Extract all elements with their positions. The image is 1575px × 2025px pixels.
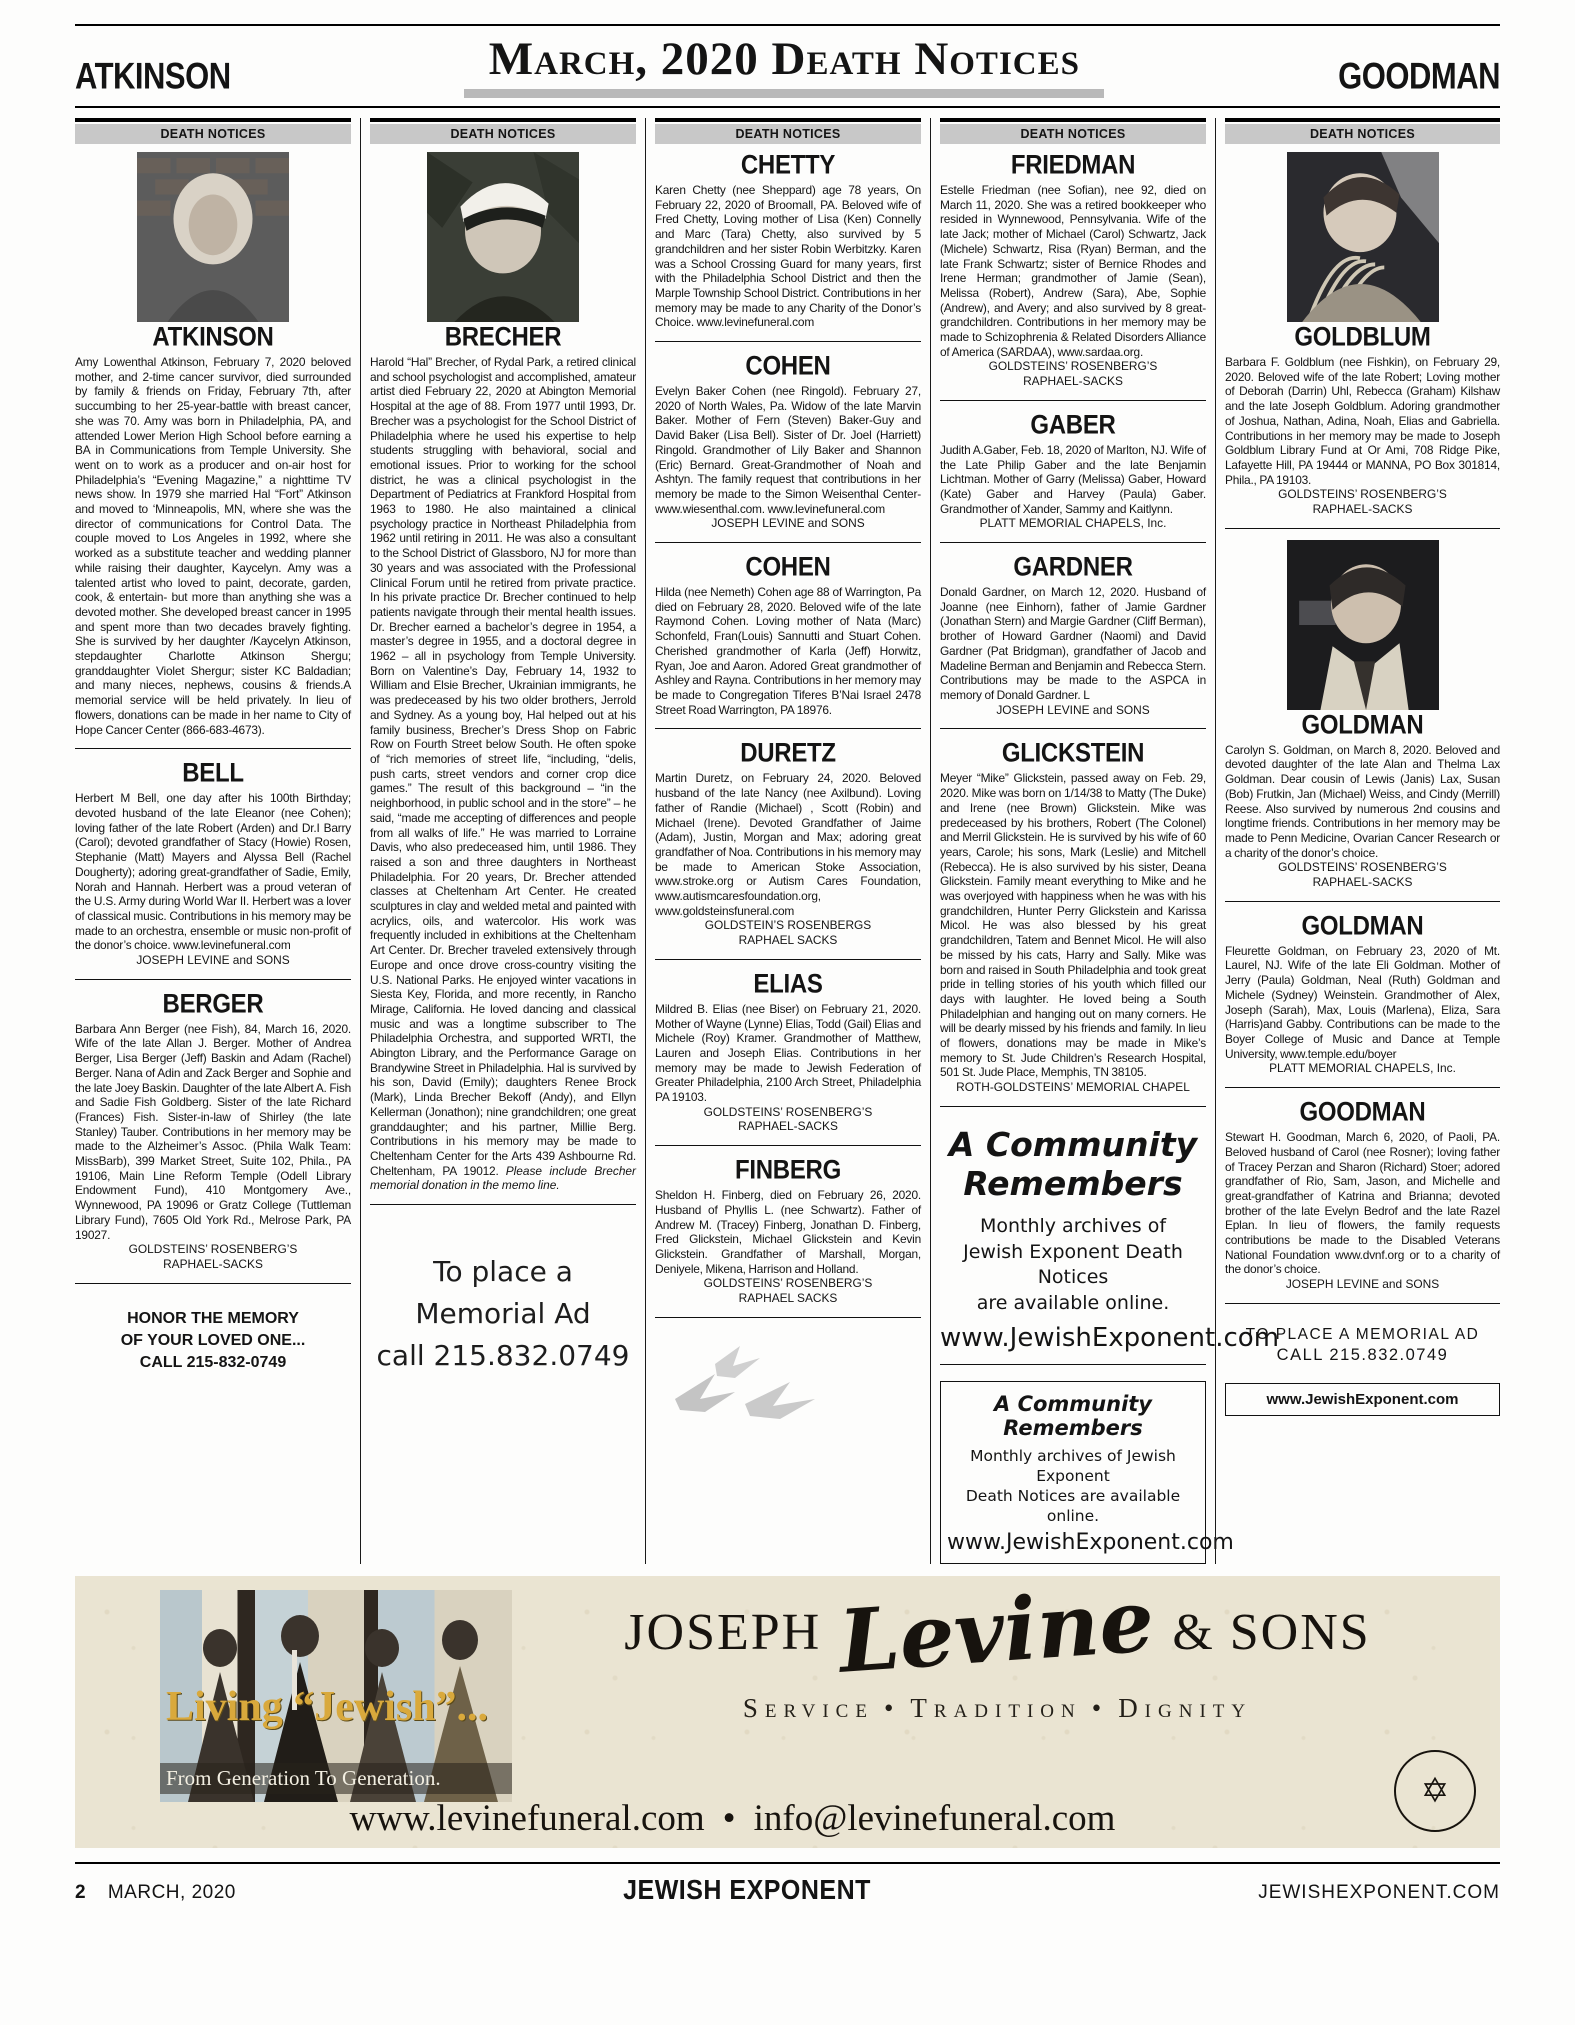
obituary-text: Carolyn S. Goldman, on March 8, 2020. Beloved and devoted daughter of the late Alan and Thelma Lax Goldman. Dear cousin of Lewis (Janis) Lax, Susan (Bob) Frutkin, Jan (Michael) Weiss, and Cindy (Merrill) Reese. Also survived by numerous 2nd cousins and longtime friends. Contributions in her memory may be made to Penn Medicine, Ovarian Cancer Research or a charity of the donor’s choice.	[1225, 742, 1500, 860]
obituary-cohen-hilda	[655, 554, 921, 717]
section-divider	[655, 1145, 921, 1146]
column-2	[360, 118, 645, 1564]
section-divider	[940, 542, 1206, 543]
obituary-name: BELL	[182, 758, 244, 789]
obituary-gardner	[940, 554, 1206, 717]
brand-levine-script: Levine	[836, 1570, 1158, 1694]
section-divider	[655, 341, 921, 342]
obituary-text-main: Harold “Hal” Brecher, of Rydal Park, a retired clinical and school psychologist and accomplished, amateur artist died February 22, 2020 at Abington Memorial Hospital at the age of 88. From 1977 until 1993, Dr. Brecher was a psychologist for the School District of Philadelphia where he used his expertise to help students struggling with behavioral, social and emotional issues. Prior to working for the school district, he was a clinical psychologist in the Department of Pediatrics at Frankford Hospital from 1963 to 1980. He also maintained a clinical psychology practice in Northeast Philadelphia from 1962 until retiring in 2011. He was also a consultant to the School District of Glassboro, NJ for more than 30 years and was associated with the Professional Clinical Forum until he retired from private practice. In his private practice Dr. Brecher continued to help patients navigate through their mental health issues. Dr. Brecher earned a bachelor’s degree in 1954, a master’s degree in 1955, and a doctoral degree in 1962 – all in psychology from Temple University. Born on Valentine’s Day, February 14, 1932 to William and Elsie Brecher, Ukrainian immigrants, he was predeceased by his two older brothers, Jerrold and Sydney. As a young boy, Hal helped out at his family business, Brecher’s Dress Shop on Fabric Row on Fourth Street below South. He often spoke of “rich memories of street life, “including, “delis, push carts, street vendors and corner crop dice games.” The result of this background – “in the neighborhood, in public school and in the store” – he said, “made me accepting of differences and people from all walks of life.” He was married to Lorraine Davis, who also predeceased him, until 1986. They raised a son and three daughters in Northeast Philadelphia. For 20 years, Dr. Brecher attended classes at Cheltenham Art Center. He created sculptures in clay and welded metal and painted with acrylics, oils, and watercolor. His work was frequently included in exhibitions at the Cheltenham Art Center. Dr. Brecher traveled extensively through Europe and once drove cross-country visiting the U.S. National Parks. He enjoyed winter vacations in Siesta Key, Florida, and more recently, in Rancho Mirage, California. He loved dancing and classical music and was a longtime subscriber to The Philadelphia Orchestra, and supported WRTI, the Abington Library, and the Performance Garage on Brandywine Street in Philadelphia. Hal is survived by his son, David (Emily); daughters Renee Brock (Mark), Linda Brecher Bekoff (Andy), and Ellyn Kellerman (Jonathon); nine grandchildren; one great granddaughter; and his partner, Millie Berg. Contributions in his memory may be made to Cheltenham Center for the Arts 439 Ashbourne Rd. Cheltenham, PA 19012.	[370, 355, 636, 1178]
section-divider	[1225, 528, 1500, 529]
funeral-home-line: PLATT MEMORIAL CHAPELS, Inc.	[1269, 1061, 1456, 1076]
section-divider	[940, 400, 1206, 401]
obituary-text: Stewart H. Goodman, March 6, 2020, of Paoli, PA. Beloved husband of Carol (nee Rosner); loving father of Tracey Perzan and Sharon (Richard) Stoer; adored grandfather of Rio, Sam, Jason, and Michelle and great-grandfather of Katrina and Brianna; devoted brother of the late Evelyn Bedrof and the late Razel Eplan. In lieu of flowers, the family requests contributions be made to the Disabled Veterans National Foundation www.dvnf.org or to a charity of the donor’s choice.	[1225, 1130, 1500, 1277]
funeral-home-line: RAPHAEL SACKS	[738, 933, 838, 948]
funeral-home-line: GOLDSTEINS’ ROSENBERG’S	[703, 1276, 873, 1291]
jfda-seal-icon	[1394, 1750, 1476, 1832]
obituary-text: Martin Duretz, on February 24, 2020. Beloved husband of the late Nancy (nee Axilbund). Loving father of Randie (Michael) , Scott (Robin) and Michael (Irene). Devoted Grandfather of Jaime (Adam), Justin, Morgan and Max; adoring great grandfather of Noa. Contributions in his memory may be made to American Stoke Association, www.stroke.org or Autism Cares Foundation, www.autismcaresfoundation.org, www.goldsteinsfuneral.com	[655, 771, 921, 918]
community-remembers-ad-small[interactable]	[940, 1381, 1234, 1565]
obituary-finberg	[655, 1157, 921, 1306]
obituary-goldblum	[1225, 152, 1500, 517]
honor-phone: CALL 215-832-0749	[139, 1354, 287, 1372]
funeral-home-line: ROTH-GOLDSTEINS’ MEMORIAL CHAPEL	[956, 1080, 1190, 1095]
death-notices-bar: DEATH NOTICES	[75, 124, 351, 144]
title-underline	[464, 89, 1104, 98]
community-remembers-ad-large[interactable]	[940, 1124, 1280, 1353]
funeral-home-line: RAPHAEL-SACKS	[1312, 875, 1413, 890]
obituary-goldman-fleurette	[1225, 913, 1500, 1076]
column-header-rule	[655, 118, 921, 122]
page-number: 2	[75, 1882, 87, 1904]
obituary-name: FINBERG	[735, 1155, 841, 1186]
masthead	[75, 24, 1500, 108]
community-ad-url[interactable]: www.JewishExponent.com	[947, 1530, 1234, 1556]
obituary-text: Evelyn Baker Cohen (nee Ringold). February 27, 2020 of North Wales, Pa. Widow of the late Marvin Baker. Mother of Fern (Steven) Baker-Guy and David Baker (Lisa Bell). Sister of Dr. Joel (Harriett) Ringold. Grandmother of Lily Baker and Shannon (Eric) Bernard. Great-Grandmother of Noah and Ashtyn. The family request that contributions in her memory be made to the Simon Weisenthal Center-www.wiesenthal.com. www.levinefuneral.com	[655, 384, 921, 516]
obituary-text: Meyer “Mike” Glickstein, passed away on Feb. 29, 2020. Mike was born on 1/14/38 to Matty (The Duke) and Irene (nee Brown) Glickstein. Mike was predeceased by his brothers, Robert (The Colonel) and Merril Glickstein. He is survived by his wife of 60 years, Carole; his sons, Mark (Leslie) and Mitchell (Rebecca). He is also survived by his sister, Deana Glickstein. Family meant everything to Mike and he was overjoyed with happiness when he was with his grandchildren, Hunter Perry Glickstein and Karissa Micol. He was also blessed by his great grandchildren, Tatem and Bennet Micol. He will also be missed by his cats, Harry and Sally. Mike was born and raised in South Philadelphia and took great pride in telling stories of his youth which filled our days with laughter. He loved being a South Philadelphian and hanging out on many corners. He will be dearly missed by his friends and family. In lieu of flowers, donations may be made in Mike’s memory to St. Jude Children’s Research Hospital, 501 St. Jude Place, Memphis, TN 38105.	[940, 771, 1206, 1080]
masthead-title-wrap	[231, 33, 1339, 98]
brand-sons: & SONS	[1172, 1604, 1371, 1662]
obituary-name: GABER	[1030, 410, 1116, 441]
obituary-text: Hilda (nee Nemeth) Cohen age 88 of Warrington, Pa died on February 28, 2020. Beloved wife of the late Raymond Cohen. Loving mother of Nata (Marc) Schonfeld, Fran(Louis) Sannutti and Stuart Cohen. Cherished grandmother of Karla (Jeff) Horwitz, Ryan, Joe and Aaron. Adored Great grandmother of Ashley and Rayna. Contributions in her memory may be made to Congregation Tiferes B’Nai Israel 2478 Street Road Warrington, PA 18976.	[655, 585, 921, 717]
section-divider	[1225, 1087, 1500, 1088]
generation-overlay: From Generation To Generation.	[160, 1763, 512, 1794]
funeral-home-line: GOLDSTEINS’ ROSENBERG’S	[128, 1242, 298, 1257]
column-header-rule	[75, 118, 351, 122]
obituary-name: ATKINSON	[152, 322, 274, 353]
funeral-home-line: PLATT MEMORIAL CHAPELS, Inc.	[979, 516, 1167, 531]
obituary-name: COHEN	[745, 552, 831, 583]
portrait-photo-atkinson	[137, 152, 289, 322]
death-notices-bar: DEATH NOTICES	[1225, 124, 1500, 144]
obituary-berger	[75, 991, 351, 1272]
portrait-photo-brecher	[427, 152, 579, 322]
honor-line-2: OF YOUR LOVED ONE...	[120, 1332, 306, 1350]
column-1	[75, 118, 360, 1564]
portrait-photo-goldblum	[1287, 152, 1439, 322]
obituary-text: Barbara Ann Berger (nee Fish), 84, March 16, 2020. Wife of the late Allan J. Berger. Mother of Andrea Berger, Lisa Berger (Jeff) Baskin and Adam (Rachel) Berger. Nana of Adin and Zack Berger and Sophie and the late Joey Baskin. Daughter of the late Albert A. Fish and Sadie Fish Goldberg. Sister of the late Richard (Frances) Fish. Sister-in-law of Shirley (the late Stanley) Tauber. Contributions in her memory may be made to the Alzheimer’s Assoc. (Phila Walk Team: MissBarb), 399 Market Street, Suite 102, Phila., PA 19106, Main Line Reform Temple (Odell Library Endowment Fund), 410 Montgomery Ave., Wynnewood, PA 19096 or Gratz College (Tuttleman Library Fund), 7605 Old York Rd., Melrose Park, PA 19027.	[75, 1021, 351, 1242]
levine-email[interactable]: info@levinefuneral.com	[753, 1798, 1116, 1840]
obituary-chetty	[655, 152, 921, 330]
column-header-rule	[940, 118, 1206, 122]
obituary-goodman	[1225, 1099, 1500, 1292]
levine-brand-block	[545, 1570, 1450, 1724]
funeral-home-line: GOLDSTEINS’ ROSENBERG’S	[988, 359, 1158, 374]
levine-website[interactable]: www.levinefuneral.com	[349, 1798, 705, 1840]
section-divider	[940, 728, 1206, 729]
funeral-home-line: JOSEPH LEVINE and SONS	[711, 516, 865, 531]
section-divider	[75, 748, 351, 749]
obituary-brecher	[370, 152, 636, 1193]
section-divider	[370, 1204, 636, 1205]
funeral-home-line: RAPHAEL-SACKS	[738, 1119, 838, 1134]
obituary-text: Amy Lowenthal Atkinson, February 7, 2020 beloved mother, and 2-time cancer survivor, died surrounded by family & friends on Friday, February 7th, after succumbing to her 25-year-battle with breast cancer, she was 70. Amy was born in Philadelphia, PA, and attended Lower Merion High School before earning a BA in Communications from Temple University. She went on to work as a producer and on-air host for Philadelphia’s “Evening Magazine,” a nighttime TV news show. In 1979 she married Hal “Fort” Atkinson and moved to ‘Minneapolis, MN, where she was the director of communications for Control Data. The couple moved to Los Angeles in 1992, where she worked as a substitute teacher and wedding planner while raising their daughter, Kaycelyn. Amy was a talented artist who loved to paint, decorate, garden, cook, & entertain- but more than anything she was a devoted mother. She developed breast cancer in 1995 and spent more than two decades bravely fighting. She is survived by her daughter /Kaycelyn Atkinson, stepdaughter Charlotte Atkinson Shergu; granddaughter Violet Shergur; sister KC Baldadian; and many nieces, nephews, cousins & friends.A memorial service will be held privately. In lieu of flowers, donations can be made in her name to City of Hope Cancer Center (866-683-4673).	[75, 355, 351, 737]
funeral-home-line: GOLDSTEIN’S ROSENBERGS	[704, 918, 872, 933]
obituary-glickstein	[940, 740, 1206, 1094]
column-header-rule	[1225, 118, 1500, 122]
obituary-name: FRIEDMAN	[1010, 150, 1136, 181]
obituary-text: Fleurette Goldman, on February 23, 2020 of Mt. Laurel, NJ. Wife of the late Eli Goldman. Mother of Jerry (Paula) Goldman, Neal (Ruth) Goldman and Michele (Sydney) Weinstein. Grandmother of Alex, Joseph (Sarah), Max, Louis (Marlena), Eliza, Sara (Harris)and Gabby. Contributions can be made to the Boyer College of Music and Dance at Temple University, www.temple.edu/boyer	[1225, 943, 1500, 1061]
portrait-photo-goldman	[1287, 540, 1439, 710]
funeral-home-line: RAPHAEL-SACKS	[1312, 502, 1413, 517]
bullet-icon: •	[883, 1692, 901, 1723]
brand-joseph: JOSEPH	[624, 1604, 822, 1662]
obituary-name: BERGER	[162, 989, 264, 1020]
section-divider	[655, 959, 921, 960]
footer-left	[75, 1882, 236, 1904]
obituary-name: BRECHER	[444, 322, 562, 353]
section-divider	[655, 542, 921, 543]
column-header-rule	[370, 118, 636, 122]
levine-funeral-ad[interactable]	[75, 1570, 1500, 1848]
section-divider	[1225, 1303, 1500, 1304]
section-divider	[1225, 901, 1500, 902]
masthead-left-name: ATKINSON	[75, 54, 231, 97]
obituary-name: GOLDMAN	[1301, 710, 1424, 741]
section-divider	[655, 728, 921, 729]
funeral-home-line: RAPHAEL SACKS	[738, 1291, 838, 1306]
page-footer	[75, 1862, 1500, 1905]
obituary-text: Judith A.Gaber, Feb. 18, 2020 of Marlton, NJ. Wife of the Late Philip Gaber and the late Benjamin Lichtman. Mother of Garry (Melissa) Gaber, Howard (Kate) Gaber and Harvey (Paula) Gaber. Grandmother of Xander, Sammy and Kaitlynn.	[940, 442, 1206, 516]
levine-contact-line	[85, 1797, 1380, 1840]
star-of-david-icon: ✡	[1420, 1772, 1450, 1811]
community-ad-text: Monthly archives of Jewish Exponent Death Notices are available online.	[963, 1215, 1183, 1314]
bullet-icon: •	[1091, 1692, 1109, 1723]
obituary-name: CHETTY	[740, 150, 836, 181]
memorial-ad-line-1: To place a Memorial Ad	[415, 1255, 591, 1331]
funeral-home-line: RAPHAEL-SACKS	[163, 1256, 263, 1271]
obituary-goldman-carolyn	[1225, 540, 1500, 890]
page-title: March, 2020 Death Notices	[488, 33, 1080, 85]
obituary-name: ELIAS	[753, 969, 823, 1000]
obituary-text-italic: Please include Brecher memorial donation in the memo line.	[370, 1163, 637, 1193]
memorial-ad-col2[interactable]	[370, 1251, 636, 1377]
memorial-ad-col5[interactable]	[1225, 1326, 1500, 1416]
funeral-home-line: GOLDSTEINS’ ROSENBERG’S	[1278, 860, 1447, 875]
community-ad-title-line-2: Remembers	[963, 1164, 1183, 1204]
section-divider	[75, 979, 351, 980]
footer-publication: JEWISH EXPONENT	[623, 1874, 871, 1906]
obituary-name: DURETZ	[740, 738, 836, 769]
obituary-name: GARDNER	[1013, 552, 1133, 583]
obituary-name: GOLDBLUM	[1294, 322, 1431, 353]
footer-website[interactable]: JEWISHEXPONENT.COM	[1258, 1882, 1500, 1904]
community-ad-title-line-1: A Community	[948, 1124, 1198, 1164]
obituary-text: Sheldon H. Finberg, died on February 26, 2020. Husband of Phyllis L. (nee Schwartz). Father of Andrew M. (Tracey) Finberg, Jonathan D. Finberg, Fred Glickstein, Michael Glickstein and Kevin Glickstein. Grandfather of Marshall, Morgan, Deniyele, Mikena, Harrison and Holland.	[655, 1188, 921, 1276]
funeral-home-line: GOLDSTEINS’ ROSENBERG’S	[703, 1104, 873, 1119]
obituary-text: Herbert M Bell, one day after his 100th Birthday; devoted husband of the late Eleanor (nee Cohen); loving father of the late Robert (Arden) and Dr.I Barry (Carol); devoted grandfather of Stacy (Howie) Rosen, Stephanie (Matt) Mayers and Alyssa Bell (Rachel Dougherty); adoring great-grandfather of Sadie, Emily, Norah and Hannah. Herbert was a proud veteran of the U.S. Army during World War II. Herbert was a lover of classical music. Contributions in his memory may be made to an orchestra, ensemble or music non-profit of the donor’s choice. www.levinefuneral.com	[75, 791, 351, 953]
funeral-home-line: JOSEPH LEVINE and SONS	[996, 702, 1150, 717]
obituary-elias	[655, 971, 921, 1134]
levine-brand-row	[545, 1570, 1450, 1694]
footer-date: MARCH, 2020	[107, 1882, 236, 1904]
obituary-cohen-evelyn	[655, 353, 921, 531]
death-notices-bar: DEATH NOTICES	[655, 124, 921, 144]
obituary-text	[370, 355, 636, 1193]
section-divider	[75, 1283, 351, 1284]
section-divider	[655, 1317, 921, 1318]
obituary-gaber	[940, 412, 1206, 531]
levine-family-photo	[160, 1590, 512, 1802]
obituary-name: GLICKSTEIN	[1001, 738, 1145, 769]
jewish-exponent-url-box[interactable]: www.JewishExponent.com	[1225, 1383, 1500, 1416]
memorial-ad-line-1: TO PLACE A MEMORIAL AD	[1245, 1325, 1480, 1343]
levine-tagline: Service • Tradition • Dignity	[742, 1692, 1253, 1723]
memorial-ad-phone: call 215.832.0749	[376, 1339, 630, 1373]
death-notices-bar: DEATH NOTICES	[370, 124, 636, 144]
memorial-ad-phone: CALL 215.832.0749	[1276, 1345, 1449, 1364]
obituary-text: Estelle Friedman (nee Sofian), nee 92, died on March 11, 2020. She was a retired bookkeeper who resided in Wynnewood, Pennsylvania. Wife of the late Jack; mother of Michael (Carol) Schwartz, Jack (Michele) Schwartz, Risa (Ryan) Berman, and the late Frank Schwartz; sister of Bernice Rhodes and Irene Herman; grandmother of Jamie (Sean), Melissa (Robert), Andrew (Sara), Abe, Sophie (Andrew), and Avery; and also survived by 8 great-grandchildren. Contributions in her memory may be made to Schizophrenia & Related Disorders Alliance of America (SARDAA), www.sardaa.org.	[940, 183, 1206, 359]
honor-line-1: HONOR THE MEMORY	[127, 1309, 299, 1327]
obituary-duretz	[655, 740, 921, 947]
obituary-atkinson	[75, 152, 351, 737]
funeral-home-line: GOLDSTEINS’ ROSENBERG’S	[1278, 487, 1447, 502]
obituary-text: Mildred B. Elias (nee Biser) on February 21, 2020. Mother of Wayne (Lynne) Elias, Todd (Gail) Elias and Michele (Roy) Kramer. Grandmother of Matthew, Lauren and Joseph Elias. Contributions in her memory may be made to Jewish Federation of Greater Philadelphia, 2100 Arch Street, Philadelphia PA 19103.	[655, 1001, 921, 1105]
bullet-icon: •	[722, 1798, 736, 1840]
obituary-name: GOLDMAN	[1301, 911, 1424, 942]
community-ad-url[interactable]: www.JewishExponent.com	[940, 1322, 1280, 1353]
column-5	[1215, 118, 1500, 1564]
obituary-text: Donald Gardner, on March 12, 2020. Husband of Joanne (nee Einhorn), father of Jamie Gardner (Jonathan Stern) and Margie Gardner (Cliff Berman), brother of Howard Gardner (Naomi) and David Gardner (Pat Bridgman), grandfather of Jacob and Madeline Berman and Benjamin and Rebecca Stern. Contributions may be made to the ASPCA in memory of Donald Gardner. L	[940, 585, 1206, 702]
honor-memory-ad[interactable]	[75, 1308, 351, 1375]
column-4	[930, 118, 1280, 1564]
obituary-text: Karen Chetty (nee Sheppard) age 78 years, On February 22, 2020 of Broomall, PA. Beloved wife of Fred Chetty, Loving mother of Lisa (Ken) Connelly and Marc (Tara) Chetty, also survived by 5 grandchildren and her sister Robin Werbitzky. Karen was a School Crossing Guard for many years, first with the Philadelphia School District and then the Marple Township School District. Contributions in her memory may be made to any Charity of the Donor’s Choice. www.levinefuneral.com	[655, 183, 921, 330]
funeral-home-line: RAPHAEL-SACKS	[1023, 374, 1123, 389]
community-ad-title: A Community Remembers	[994, 1391, 1152, 1440]
notices-columns	[75, 118, 1500, 1564]
obituary-friedman	[940, 152, 1206, 389]
funeral-home-line: JOSEPH LEVINE and SONS	[1285, 1277, 1440, 1292]
community-ad-text: Monthly archives of Jewish Exponent Death Notices are available online.	[965, 1446, 1181, 1526]
doves-graphic	[655, 1344, 921, 1439]
section-divider	[940, 1364, 1206, 1365]
section-divider	[940, 1106, 1206, 1107]
column-3	[645, 118, 930, 1564]
obituary-bell	[75, 760, 351, 967]
masthead-right-name: GOODMAN	[1338, 54, 1500, 97]
obituary-name: GOODMAN	[1299, 1097, 1426, 1128]
living-jewish-overlay: Living “Jewish”...	[166, 1684, 489, 1731]
obituary-name: COHEN	[745, 351, 831, 382]
funeral-home-line: JOSEPH LEVINE and SONS	[136, 953, 290, 968]
obituary-text: Barbara F. Goldblum (nee Fishkin), on February 29, 2020. Beloved wife of the late Robert; Loving mother of Deborah (Darrin) Uhl, Rebecca (Graham) Kilshaw and the late Joseph Goldblum. Adoring grandmother of Joshua, Nathan, Adina, Noah, Elias and Gabriella. Contributions in her memory may be made to Joseph Goldblum Library Fund at Or Ami, 708 Ridge Pike, Lafayette Hill, PA 19444 or MANNA, PO Box 301814, Phila., PA 19103.	[1225, 355, 1500, 487]
death-notices-bar: DEATH NOTICES	[940, 124, 1206, 144]
